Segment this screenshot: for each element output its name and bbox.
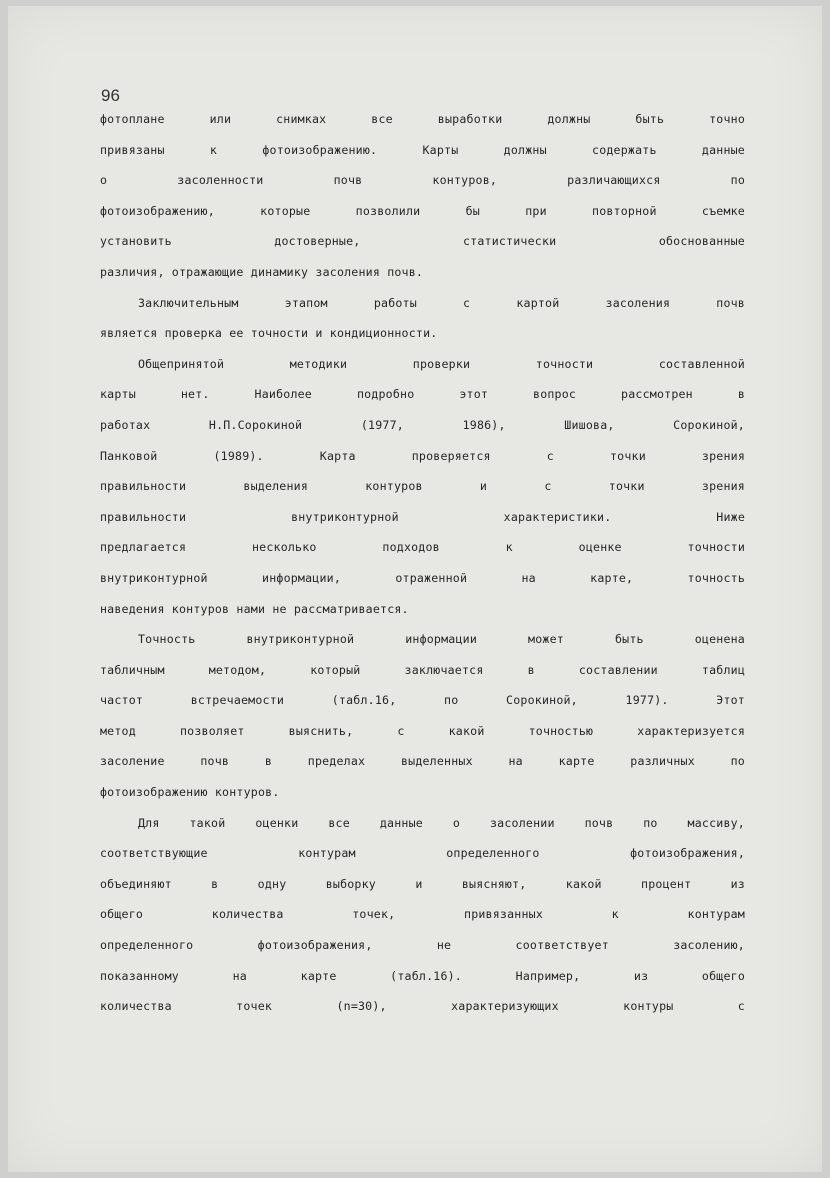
text-line: показанному на карте (табл.16). Например, из общего — [100, 968, 745, 983]
text-line: карты нет. Наиболее подробно этот вопрос рассмотрен в — [100, 387, 745, 402]
text-line: определенного фотоизображения, не соответствует засолению, — [100, 938, 745, 953]
paragraph — [100, 288, 745, 349]
text-line: количества точек (n=30), характеризующих контуры с — [100, 999, 745, 1014]
text-line: правильности выделения контуров и с точки зрения — [100, 479, 745, 494]
page-number: 96 — [101, 86, 120, 105]
paragraph — [100, 349, 745, 624]
text-line: фотоплане или снимках все выработки должны быть точно — [100, 112, 745, 126]
text-line: табличным методом, который заключается в составлении таблиц — [100, 662, 745, 677]
text-line: Панковой (1989). Карта проверяется с точки зрения — [100, 448, 745, 463]
text-line: привязаны к фотоизображению. Карты должны содержать данные — [100, 142, 745, 157]
text-line: предлагается несколько подходов к оценке точности — [100, 540, 745, 555]
paragraph — [100, 624, 745, 808]
text-line: Общепринятой методики проверки точности составленной — [138, 356, 745, 371]
text-line: метод позволяет выяснить, с какой точностью характеризуется — [100, 723, 745, 738]
text-line: о засоленности почв контуров, различающихся по — [100, 173, 745, 188]
text-line: работах Н.П.Сорокиной (1977, 1986), Шишова, Сорокиной, — [100, 417, 745, 432]
text-line: объединяют в одну выборку и выясняют, какой процент из — [100, 876, 745, 891]
document-page — [8, 6, 822, 1172]
text-line: правильности внутриконтурной характеристики. Ниже — [100, 509, 745, 524]
text-line: фотоизображению контуров. — [100, 785, 280, 800]
text-line: наведения контуров нами не рассматривается. — [100, 601, 409, 616]
text-line: Заключительным этапом работы с картой засоления почв — [138, 295, 745, 310]
text-line: Точность внутриконтурной информации может быть оценена — [138, 632, 745, 647]
text-line: Для такой оценки все данные о засолении почв по массиву, — [138, 815, 745, 830]
text-line: частот встречаемости (табл.16, по Сорокиной, 1977). Этот — [100, 693, 745, 708]
paragraph — [100, 808, 745, 1022]
text-line: различия, отражающие динамику засоления почв. — [100, 264, 424, 279]
paragraph — [100, 104, 745, 288]
text-line: фотоизображению, которые позволили бы при повторной съемке — [100, 203, 745, 218]
text-line: соответствующие контурам определенного фотоизображения, — [100, 846, 745, 861]
body-text — [100, 104, 745, 1022]
text-line: засоление почв в пределах выделенных на карте различных по — [100, 754, 745, 769]
text-line: установить достоверные, статистически обоснованные — [100, 234, 745, 249]
text-line: внутриконтурной информации, отраженной на карте, точность — [100, 570, 745, 585]
text-line: общего количества точек, привязанных к контурам — [100, 907, 745, 922]
text-line: является проверка ее точности и кондиционности. — [100, 326, 438, 341]
